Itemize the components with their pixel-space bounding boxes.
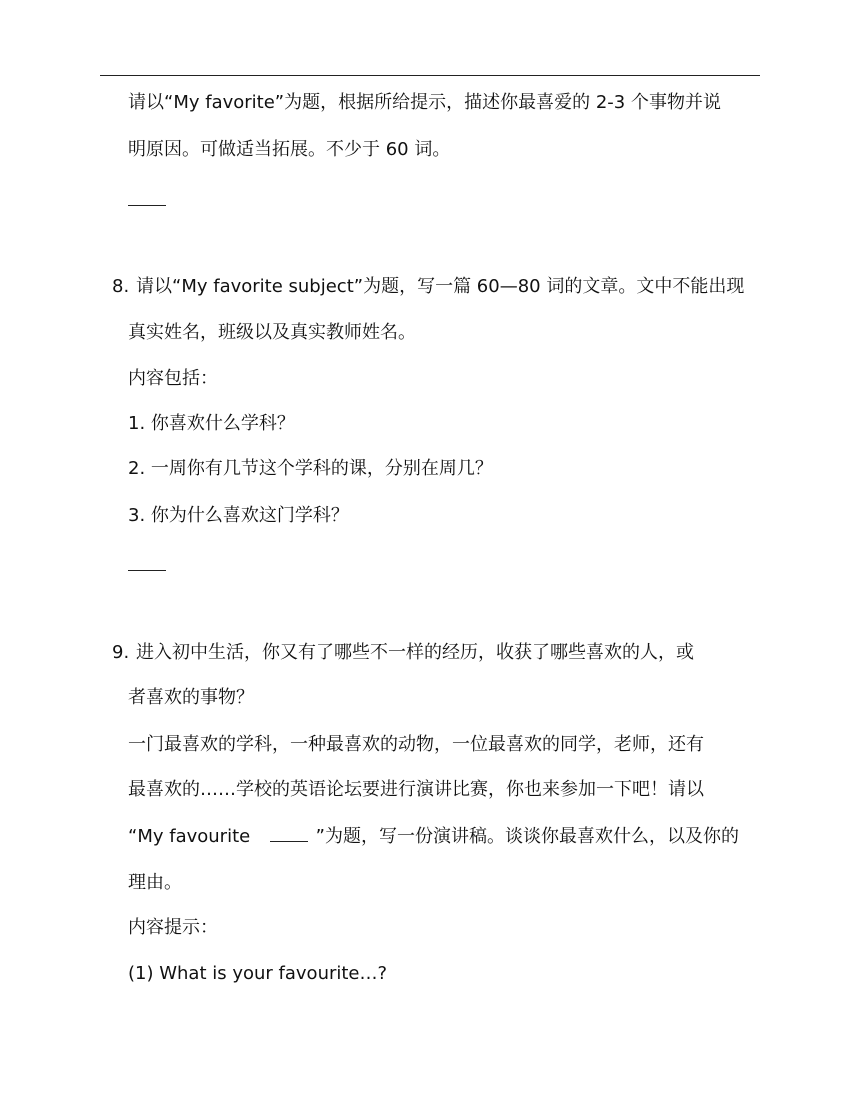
item8-point-2: 2. 一周你有几节这个学科的课，分别在周几？ — [128, 458, 493, 479]
item9-line5-suffix: ”为题，写一份演讲稿。谈谈你最喜欢什么，以及你的 — [315, 826, 739, 847]
item7-line1: 请以“My favorite”为题，根据所给提示，描述你最喜爱的 2-3 个事物并说 — [128, 92, 721, 113]
item8-content-label: 内容包括： — [128, 368, 218, 389]
item7-line2: 明原因。可做适当拓展。不少于 60 词。 — [128, 139, 451, 160]
item9-line4: 最喜欢的……学校的英语论坛要进行演讲比赛，你也来参加一下吧！请以 — [128, 779, 704, 800]
item8-line1: 请以“My favorite subject”为题，写一篇 60—80 词的文章。文中不能出现 — [136, 276, 745, 297]
item9-number: 9. — [112, 642, 130, 663]
item8-point-1: 1. 你喜欢什么学科？ — [128, 413, 295, 434]
title-blank — [270, 823, 308, 842]
item9-line2: 者喜欢的事物？ — [128, 687, 254, 708]
item8-answer-line — [128, 570, 166, 571]
item9-line5 — [128, 823, 739, 850]
item7-answer-line — [128, 205, 166, 206]
item8-number: 8. — [112, 276, 130, 297]
item9-line6: 理由。 — [128, 872, 182, 893]
item9-line1: 进入初中生活，你又有了哪些不一样的经历，收获了哪些喜欢的人，或 — [136, 642, 694, 663]
item9-hint-1: (1) What is your favourite…? — [128, 963, 388, 984]
item9-hint-label: 内容提示： — [128, 917, 218, 938]
item8-point-3: 3. 你为什么喜欢这门学科？ — [128, 505, 349, 526]
top-divider — [100, 75, 760, 76]
item8-line2: 真实姓名，班级以及真实教师姓名。 — [128, 322, 416, 343]
item9-line3: 一门最喜欢的学科，一种最喜欢的动物，一位最喜欢的同学，老师，还有 — [128, 734, 704, 755]
item9-line5-prefix: “My favourite — [128, 826, 251, 847]
